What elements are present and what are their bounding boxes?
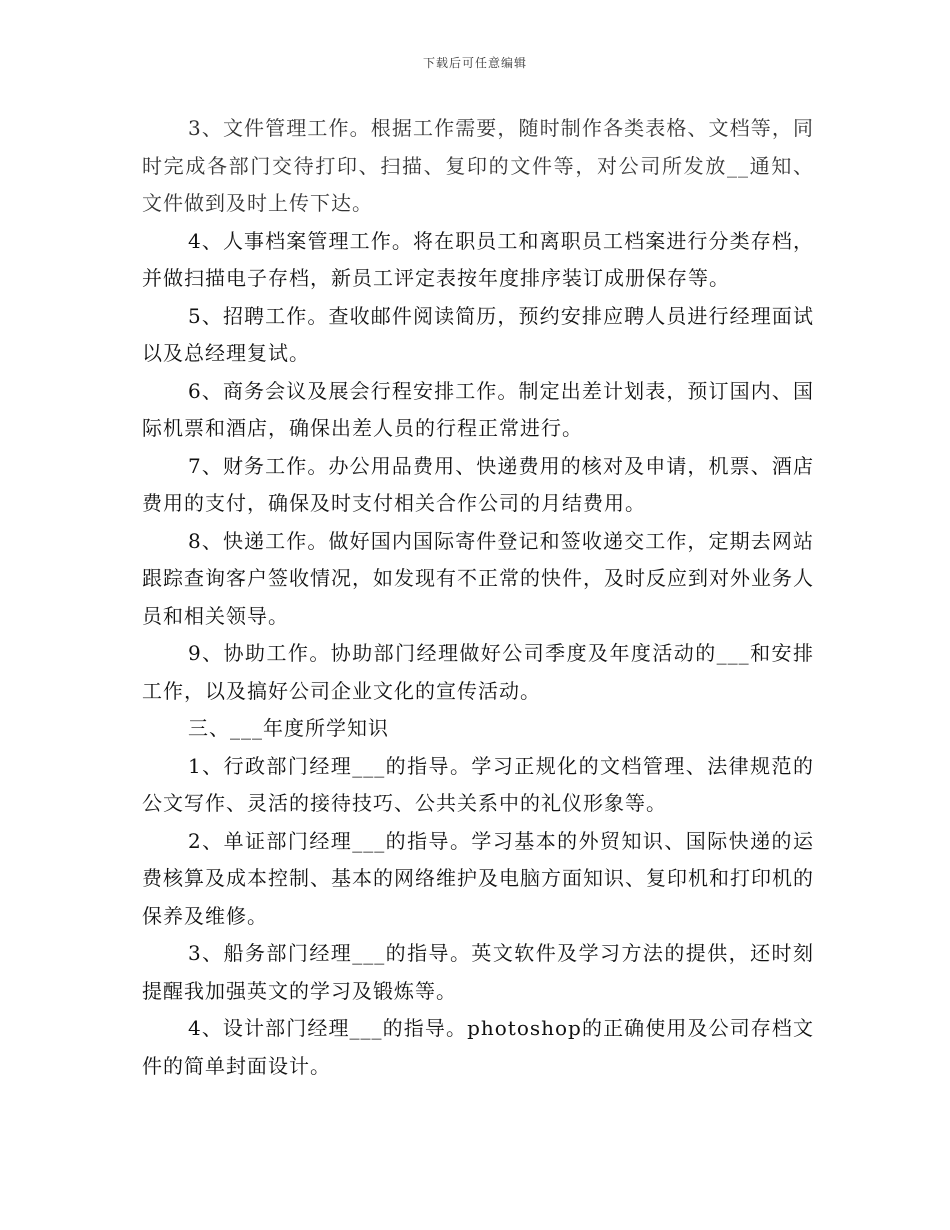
paragraph-courier: 8、快递工作。做好国内国际寄件登记和签收递交工作，定期去网站跟踪查询客户签收情况，如发现有不正常的快件，及时反应到对外业务人员和相关领导。: [142, 528, 814, 628]
paragraph-assistance: 9、协助工作。协助部门经理做好公司季度及年度活动的___和安排工作，以及搞好公司企业文化的宣传活动。: [142, 641, 814, 703]
paragraph-hr-archives: 4、人事档案管理工作。将在职员工和离职员工档案进行分类存档，并做扫描电子存档，新员工评定表按年度排序装订成册保存等。: [142, 228, 814, 290]
paragraph-documents-guidance: 2、单证部门经理___的指导。学习基本的外贸知识、国际快递的运费核算及成本控制、基本的网络维护及电脑方面知识、复印机和打印机的保养及维修。: [142, 828, 814, 928]
paragraph-recruitment: 5、招聘工作。查收邮件阅读简历，预约安排应聘人员进行经理面试以及总经理复试。: [142, 303, 814, 365]
paragraph-admin-guidance: 1、行政部门经理___的指导。学习正规化的文档管理、法律规范的公文写作、灵活的接待技巧、公共关系中的礼仪形象等。: [142, 753, 814, 815]
paragraph-business-travel: 6、商务会议及展会行程安排工作。制定出差计划表，预订国内、国际机票和酒店，确保出差人员的行程正常进行。: [142, 378, 814, 440]
paragraph-design-guidance: 4、设计部门经理___的指导。photoshop的正确使用及公司存档文件的简单封面设计。: [142, 1016, 814, 1078]
paragraph-file-management: 3、文件管理工作。根据工作需要，随时制作各类表格、文档等，同时完成各部门交待打印、扫描、复印的文件等，对公司所发放__通知、文件做到及时上传下达。: [142, 116, 814, 215]
paragraph-finance: 7、财务工作。办公用品费用、快递费用的核对及申请，机票、酒店费用的支付，确保及时支付相关合作公司的月结费用。: [142, 453, 814, 515]
paragraph-shipping-guidance: 3、船务部门经理___的指导。英文软件及学习方法的提供，还时刻提醒我加强英文的学习及锻炼等。: [142, 941, 814, 1003]
document-body: [142, 110, 814, 1085]
section-heading-knowledge: 三、___年度所学知识: [188, 716, 389, 740]
page-header-note: 下载后可任意编辑: [422, 56, 527, 70]
